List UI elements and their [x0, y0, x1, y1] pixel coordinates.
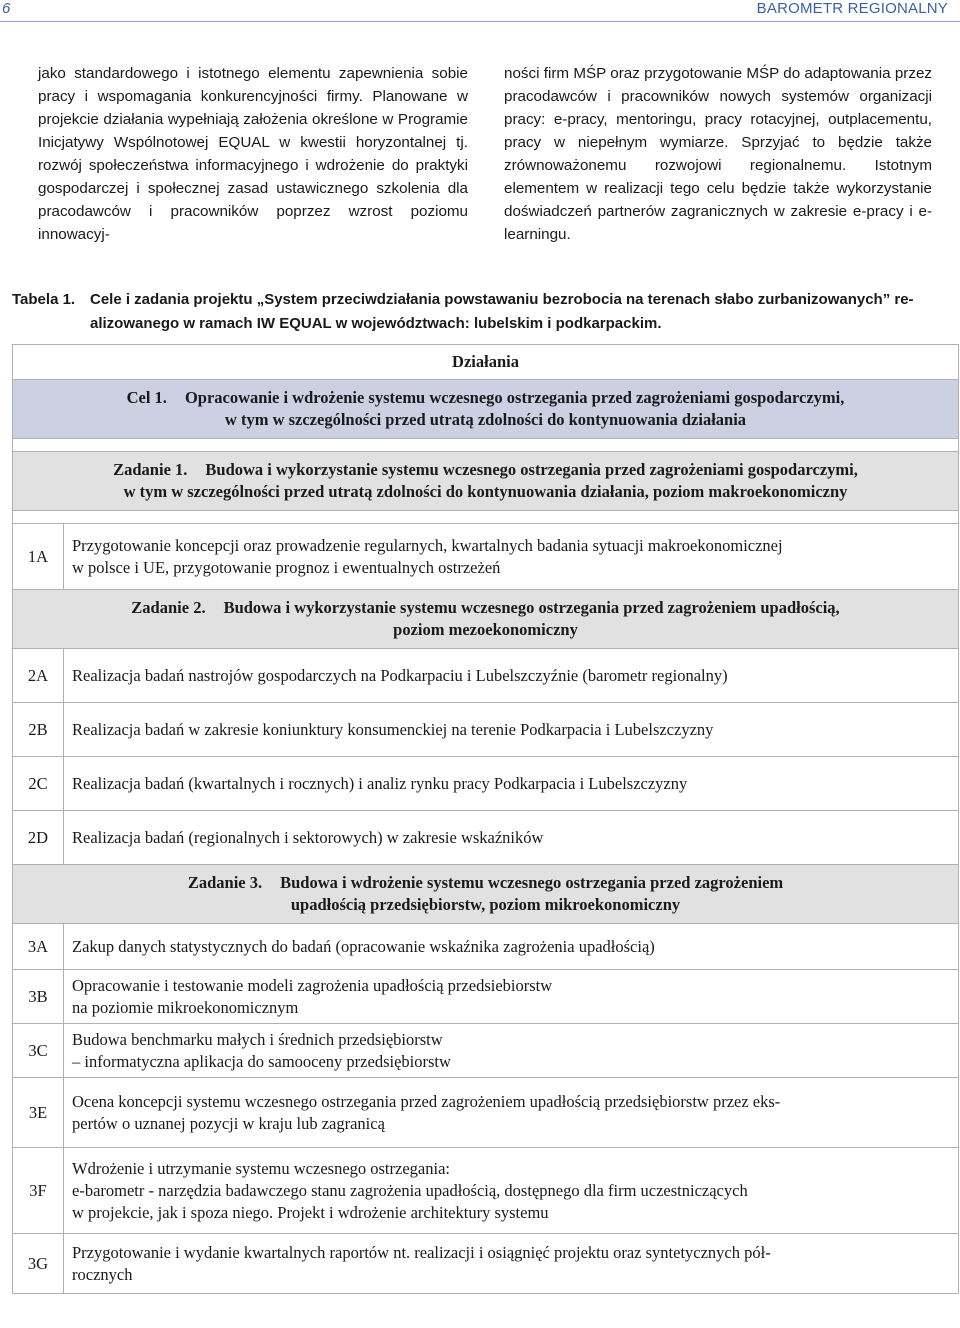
row-description [64, 1024, 959, 1078]
table-row [13, 649, 959, 703]
row-line: Przygotowanie koncepcji oraz prowadzenie regularnych, kwartalnych badania sytuacji makroekonomicznej [72, 535, 783, 555]
task-line2: w tym w szczególności przed utratą zdolności do kontynuowania działania, poziom makroekonomiczny [123, 482, 848, 501]
row-line: – informatyczna aplikacja do samooceny przedsiębiorstw [72, 1051, 451, 1071]
table-row [13, 1234, 959, 1294]
task-label: Zadanie 1. [113, 460, 188, 479]
row-line: w polsce i UE, przygotowanie prognoz i ewentualnych ostrzeżeń [72, 557, 501, 577]
row-code: 3A [13, 924, 64, 970]
table-caption-label: Tabela 1. [12, 291, 76, 308]
header-rule [0, 21, 960, 22]
table-row [13, 1148, 959, 1234]
row-description [64, 1148, 959, 1234]
task-line1: Budowa i wdrożenie systemu wczesnego ostrzegania przed zagrożeniem [280, 873, 784, 892]
row-code: 1A [13, 524, 64, 590]
row-description: Realizacja badań w zakresie koniunktury konsumenckiej na terenie Podkarpacia i Lubelszczyzny [64, 703, 959, 757]
row-description: Realizacja badań (regionalnych i sektorowych) w zakresie wskaźników [64, 811, 959, 865]
row-description [64, 524, 959, 590]
task-row [13, 452, 959, 511]
task-line1: Budowa i wykorzystanie systemu wczesnego ostrzegania przed zagrożeniem upadłością, [223, 598, 840, 617]
goal-row [13, 380, 959, 439]
row-line: pertów o uznanej pozycji w kraju lub zagranicą [72, 1113, 385, 1133]
row-code: 2B [13, 703, 64, 757]
task-row [13, 590, 959, 649]
row-line: na poziomie mikroekonomicznym [72, 997, 299, 1017]
row-description: Zakup danych statystycznych do badań (opracowanie wskaźnika zagrożenia upadłością) [64, 924, 959, 970]
table-row [13, 524, 959, 590]
table-row [13, 924, 959, 970]
table-caption-line1: Cele i zadania projektu „System przeciwdziałania powstawaniu bezrobocia na terenach słabo zurbanizowanych” re- [90, 291, 914, 308]
table-row [13, 757, 959, 811]
row-code: 2A [13, 649, 64, 703]
row-description [64, 1078, 959, 1148]
goal-line2: w tym w szczególności przed utratą zdolności do kontynuowania działania [224, 410, 747, 429]
row-description: Realizacja badań (kwartalnych i rocznych) i analiz rynku pracy Podkarpacia i Lubelszczyzny [64, 757, 959, 811]
task-line2: upadłością przedsiębiorstw, poziom mikroekonomiczny [290, 895, 681, 914]
page-header [0, 0, 960, 22]
task-row [13, 865, 959, 924]
table-row [13, 1024, 959, 1078]
body-text-right-column: ności firm MŚP oraz przygotowanie MŚP do adaptowania przez pracodawców i pracowników nowych systemów organizacji pracy: e-pracy, mentoringu, pracy rotacyjnej, outplacementu, pracy w niepełnym wymiarze. Sprzyjać to będzie także zrównoważonemu rozwojowi regionalnemu. Istotnym elementem w realizacji tego celu będzie także wykorzystanie doświadczeń partnerów zagranicznych w zakresie e-pracy i e-learningu. [504, 65, 932, 243]
task-label: Zadanie 2. [131, 598, 206, 617]
running-title: BAROMETR REGIONALNY [756, 0, 948, 17]
row-line: Budowa benchmarku małych i średnich przedsiębiorstw [72, 1029, 443, 1049]
row-line: rocznych [72, 1264, 133, 1284]
row-description [64, 1234, 959, 1294]
task-line2: poziom mezoekonomiczny [393, 620, 578, 639]
table-row [13, 970, 959, 1024]
goal-line1: Opracowanie i wdrożenie systemu wczesnego ostrzegania przed zagrożeniami gospodarczymi, [184, 388, 845, 407]
table-caption-line2: alizowanego w ramach IW EQUAL w województwach: lubelskim i podkarpackim. [90, 315, 662, 332]
table-header: Działania [13, 345, 959, 380]
row-line: Wdrożenie i utrzymanie systemu wczesnego ostrzegania: [72, 1158, 450, 1178]
row-line: Opracowanie i testowanie modeli zagrożenia upadłością przedsiebiorstw [72, 975, 553, 995]
body-text-left-column: jako standardowego i istotnego elementu zapewnienia sobie pracy i wspomagania konkurencyjności firmy. Planowane w projekcie działania wypełniają założenia określone w Programie Inicjatywy Wspólnotowej EQUAL w kwestii horyzontalnej tj. rozwój społeczeństwa informacyjnego i wdrożenie do praktyki gospodarczej i społecznej zasad ustawicznego szkolenia dla pracodawców i pracowników poprzez wzrost poziomu innowacyj- [38, 65, 468, 243]
row-code: 3E [13, 1078, 64, 1148]
row-description: Realizacja badań nastrojów gospodarczych na Podkarpaciu i Lubelszczyźnie (barometr regionalny) [64, 649, 959, 703]
row-line: Ocena koncepcji systemu wczesnego ostrzegania przed zagrożeniem upadłością przedsiębiorstw przez eks- [72, 1091, 781, 1111]
row-code: 2D [13, 811, 64, 865]
row-line: e-barometr - narzędzia badawczego stanu zagrożenia upadłością, dostępnego dla firm uczestniczących [72, 1180, 748, 1200]
task-label: Zadanie 3. [187, 873, 263, 892]
row-code: 3C [13, 1024, 64, 1078]
page-number: 6 [2, 0, 11, 17]
goals-table [12, 344, 959, 1294]
table-caption [12, 288, 952, 336]
table-row [13, 703, 959, 757]
spacer [13, 439, 959, 452]
row-line: w projekcie, jak i spoza niego. Projekt i wdrożenie architektury systemu [72, 1202, 549, 1222]
row-code: 2C [13, 757, 64, 811]
row-description [64, 970, 959, 1024]
goal-label: Cel 1. [126, 388, 167, 407]
row-code: 3B [13, 970, 64, 1024]
row-code: 3G [13, 1234, 64, 1294]
table-row [13, 1078, 959, 1148]
spacer [13, 511, 959, 524]
table-row [13, 811, 959, 865]
task-line1: Budowa i wykorzystanie systemu wczesnego ostrzegania przed zagrożeniami gospodarczymi, [205, 460, 858, 479]
row-line: Przygotowanie i wydanie kwartalnych raportów nt. realizacji i osiągnięć projektu oraz syntetycznych pół- [72, 1242, 771, 1262]
row-code: 3F [13, 1148, 64, 1234]
